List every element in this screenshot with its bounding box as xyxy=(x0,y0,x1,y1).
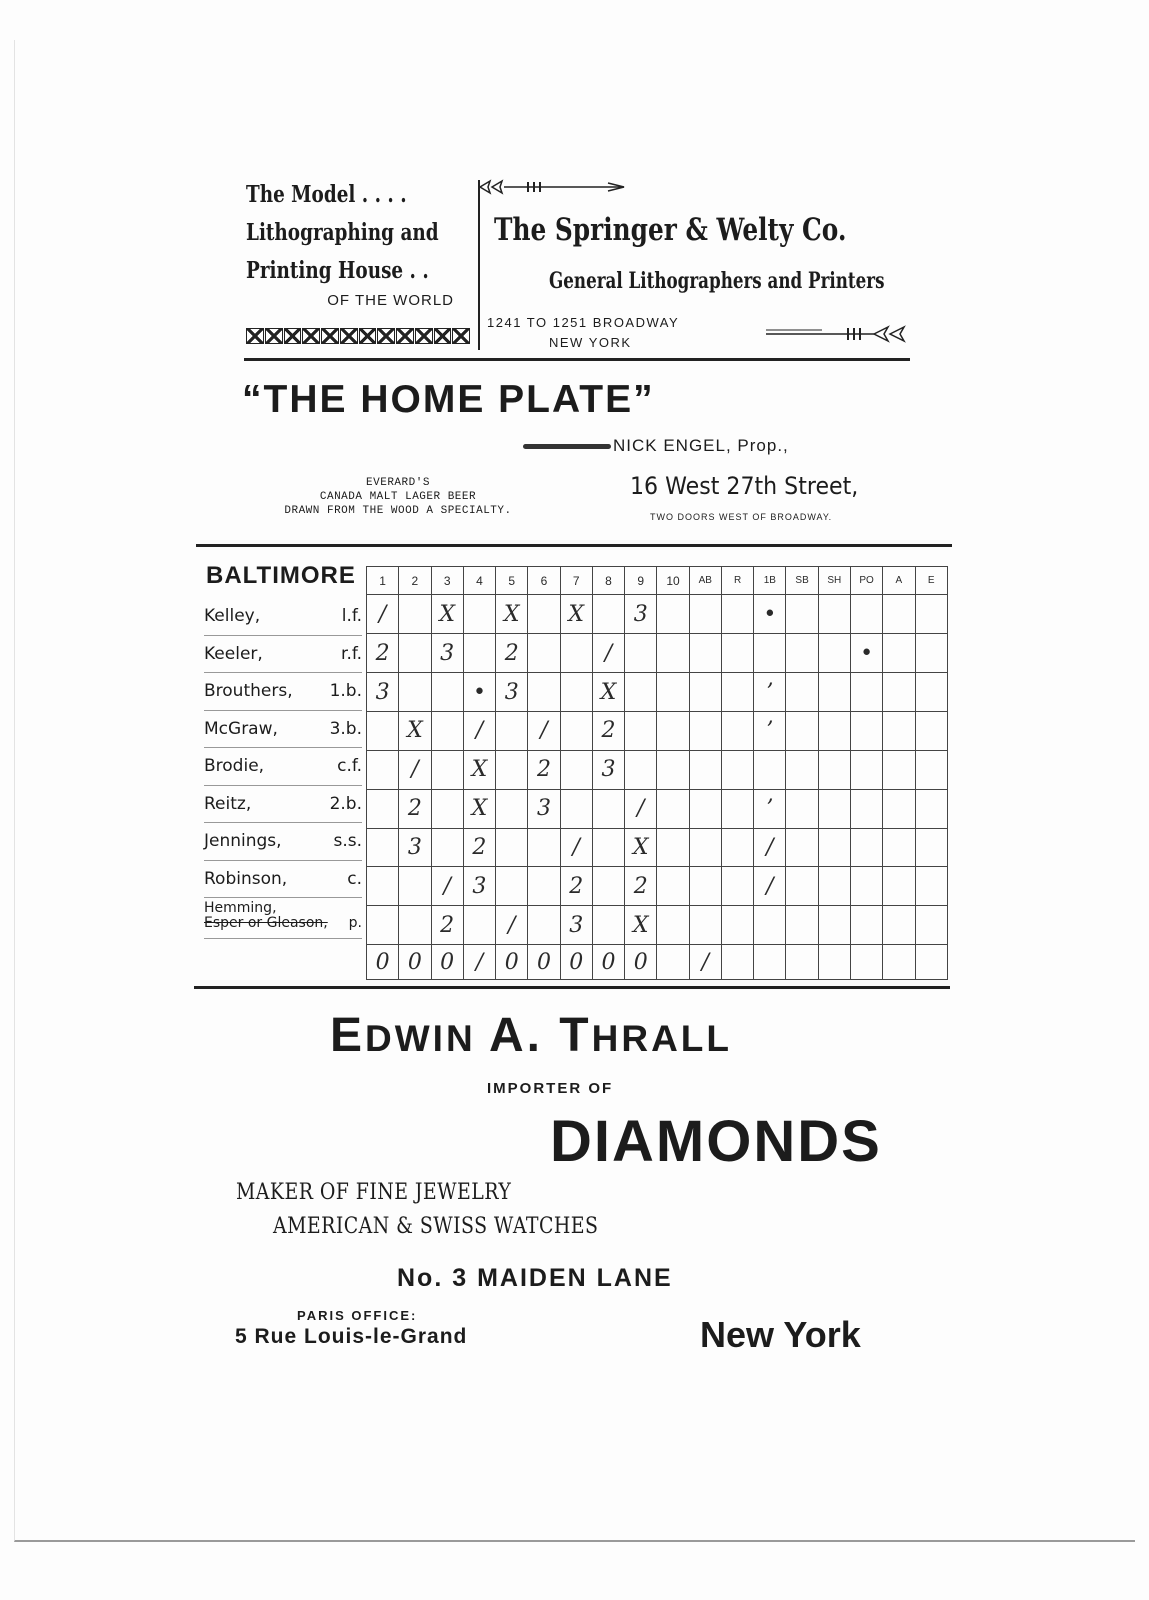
score-cell xyxy=(528,906,560,945)
score-cell: / xyxy=(463,711,495,750)
player-name: Brodie, xyxy=(204,756,265,777)
jeweler-name xyxy=(330,1008,732,1063)
slogan-line: The Model . . . . xyxy=(246,181,407,208)
score-cell xyxy=(883,634,915,673)
score-row xyxy=(367,867,948,906)
total-cell xyxy=(657,945,689,980)
total-cell xyxy=(818,945,850,980)
struck-names: Esper or Gleason, xyxy=(204,915,328,931)
address-line: NEW YORK xyxy=(549,335,632,350)
score-cell xyxy=(818,789,850,828)
score-cell: 2 xyxy=(592,711,624,750)
player-position: 2.b. xyxy=(329,793,362,814)
score-cell xyxy=(431,750,463,789)
score-cell xyxy=(560,789,592,828)
score-cell xyxy=(786,673,818,712)
home-plate-title: “THE HOME PLATE” xyxy=(242,378,655,421)
player-name: Robinson, xyxy=(204,868,288,889)
column-header: SB xyxy=(786,567,818,595)
section-rule xyxy=(196,544,952,547)
proprietor: NICK ENGEL, Prop., xyxy=(613,436,789,455)
column-header: E xyxy=(915,567,947,595)
score-cell: ’ xyxy=(754,711,786,750)
section-rule xyxy=(194,986,950,989)
score-cell xyxy=(850,711,882,750)
section-rule xyxy=(244,358,910,361)
score-cell: X xyxy=(625,906,657,945)
score-cell xyxy=(786,789,818,828)
score-cell xyxy=(786,867,818,906)
player-row xyxy=(204,598,362,636)
score-cell: X xyxy=(399,711,431,750)
score-cell xyxy=(496,789,528,828)
total-cell: 0 xyxy=(592,945,624,980)
score-cell xyxy=(915,828,947,867)
score-cell: • xyxy=(850,634,882,673)
player-row xyxy=(204,636,362,674)
score-cell: 3 xyxy=(463,867,495,906)
score-cell xyxy=(625,711,657,750)
beer-line: EVERARD'S xyxy=(366,477,430,489)
score-cell xyxy=(721,906,753,945)
column-header: 7 xyxy=(560,567,592,595)
score-cell: / xyxy=(754,867,786,906)
score-cell xyxy=(818,750,850,789)
score-cell xyxy=(399,906,431,945)
score-cell: X xyxy=(625,828,657,867)
score-cell xyxy=(528,828,560,867)
score-cell xyxy=(689,673,721,712)
score-cell xyxy=(915,867,947,906)
score-cell xyxy=(592,595,624,634)
score-cell xyxy=(431,789,463,828)
player-name: Brouthers, xyxy=(204,681,293,702)
score-cell xyxy=(754,750,786,789)
score-cell xyxy=(367,906,399,945)
score-row xyxy=(367,750,948,789)
score-cell xyxy=(592,906,624,945)
score-cell xyxy=(915,750,947,789)
street-note: TWO DOORS WEST OF BROADWAY. xyxy=(650,512,833,522)
score-cell xyxy=(560,634,592,673)
column-header: 1B xyxy=(754,567,786,595)
score-cell: / xyxy=(399,750,431,789)
score-grid xyxy=(366,566,948,980)
name-rest: HRALL xyxy=(591,1018,732,1059)
slogan-line: Lithographing and xyxy=(246,219,439,246)
score-cell: 3 xyxy=(592,750,624,789)
score-row xyxy=(367,711,948,750)
player-position: 1.b. xyxy=(329,681,362,702)
score-cell xyxy=(818,595,850,634)
score-cell xyxy=(431,711,463,750)
score-cell xyxy=(592,867,624,906)
column-header: 6 xyxy=(528,567,560,595)
company-name: The Springer & Welty Co. xyxy=(494,212,847,248)
score-cell xyxy=(689,750,721,789)
score-cell: • xyxy=(463,673,495,712)
score-cell xyxy=(786,634,818,673)
player-name: Hemming, xyxy=(204,900,277,916)
score-cell: 2 xyxy=(399,789,431,828)
column-header: R xyxy=(721,567,753,595)
score-cell xyxy=(721,867,753,906)
arrow-ornament-icon xyxy=(762,323,912,345)
score-cell xyxy=(689,828,721,867)
score-cell xyxy=(528,867,560,906)
score-cell xyxy=(496,867,528,906)
score-cell xyxy=(721,789,753,828)
slogan-line: Printing House . . xyxy=(246,257,429,284)
score-cell xyxy=(689,789,721,828)
score-cell xyxy=(721,673,753,712)
score-cell: 3 xyxy=(625,595,657,634)
total-cell: 0 xyxy=(367,945,399,980)
score-cell: / xyxy=(560,828,592,867)
score-cell xyxy=(657,828,689,867)
player-position: p. xyxy=(348,915,362,931)
score-cell xyxy=(850,906,882,945)
score-cell xyxy=(883,595,915,634)
score-cell xyxy=(399,867,431,906)
score-cell xyxy=(657,906,689,945)
score-cell: / xyxy=(496,906,528,945)
score-cell: 3 xyxy=(496,673,528,712)
score-cell: X xyxy=(560,595,592,634)
column-header: 10 xyxy=(657,567,689,595)
score-cell: 2 xyxy=(625,867,657,906)
score-cell xyxy=(496,711,528,750)
score-cell xyxy=(657,711,689,750)
score-cell xyxy=(850,867,882,906)
jewelry-line: MAKER OF FINE JEWELRY xyxy=(236,1180,512,1205)
importer-label: IMPORTER OF xyxy=(487,1080,614,1097)
score-cell: / xyxy=(592,634,624,673)
player-position: r.f. xyxy=(341,643,362,664)
score-cell xyxy=(915,595,947,634)
score-cell xyxy=(367,828,399,867)
column-header: A xyxy=(883,567,915,595)
score-cell xyxy=(915,634,947,673)
score-cell xyxy=(399,634,431,673)
score-cell xyxy=(528,673,560,712)
score-cell xyxy=(850,673,882,712)
score-cell xyxy=(528,595,560,634)
name-rest: . xyxy=(526,1009,560,1062)
score-cell: X xyxy=(431,595,463,634)
player-position: 3.b. xyxy=(329,718,362,739)
lithographer-slogan xyxy=(246,176,456,309)
score-cell xyxy=(560,750,592,789)
column-header: 2 xyxy=(399,567,431,595)
score-cell: X xyxy=(592,673,624,712)
score-cell xyxy=(754,634,786,673)
score-cell xyxy=(883,828,915,867)
score-cell xyxy=(657,867,689,906)
score-cell: / xyxy=(625,789,657,828)
score-cell xyxy=(625,750,657,789)
score-cell xyxy=(883,750,915,789)
score-cell xyxy=(883,673,915,712)
score-cell xyxy=(818,673,850,712)
score-cell: 2 xyxy=(560,867,592,906)
score-cell xyxy=(625,673,657,712)
decorative-border-band xyxy=(246,328,470,344)
score-cell xyxy=(496,828,528,867)
column-header: 5 xyxy=(496,567,528,595)
address-line: 1241 TO 1251 BROADWAY xyxy=(487,315,680,330)
company-address xyxy=(487,313,679,353)
score-cell: 2 xyxy=(431,906,463,945)
score-cell xyxy=(657,595,689,634)
score-cell xyxy=(818,867,850,906)
column-header: 3 xyxy=(431,567,463,595)
score-cell xyxy=(689,906,721,945)
score-row xyxy=(367,828,948,867)
total-cell: / xyxy=(463,945,495,980)
score-cell xyxy=(883,867,915,906)
player-position: c.f. xyxy=(337,756,362,777)
player-name: Reitz, xyxy=(204,793,252,814)
score-cell: ’ xyxy=(754,673,786,712)
score-row xyxy=(367,634,948,673)
company-tagline: General Lithographers and Printers xyxy=(549,268,885,294)
beer-line: DRAWN FROM THE WOOD A SPECIALTY. xyxy=(284,505,512,517)
score-cell xyxy=(721,750,753,789)
score-cell: / xyxy=(754,828,786,867)
total-cell: 0 xyxy=(560,945,592,980)
score-cell: ’ xyxy=(754,789,786,828)
score-row xyxy=(367,595,948,634)
score-cell: X xyxy=(496,595,528,634)
total-cell: 0 xyxy=(528,945,560,980)
store-address: No. 3 MAIDEN LANE xyxy=(397,1264,673,1292)
total-cell: 0 xyxy=(431,945,463,980)
score-cell xyxy=(721,711,753,750)
total-cell xyxy=(850,945,882,980)
score-cell xyxy=(463,595,495,634)
score-cell xyxy=(657,673,689,712)
total-cell xyxy=(883,945,915,980)
player-row xyxy=(204,748,362,786)
proprietor-line xyxy=(523,436,789,456)
player-position: s.s. xyxy=(333,831,362,852)
score-cell xyxy=(850,595,882,634)
score-cell xyxy=(754,906,786,945)
score-cell xyxy=(915,711,947,750)
score-cell xyxy=(883,906,915,945)
score-cell xyxy=(689,634,721,673)
score-cell xyxy=(786,595,818,634)
score-cell xyxy=(431,673,463,712)
score-cell xyxy=(367,711,399,750)
score-cell xyxy=(850,828,882,867)
score-cell xyxy=(463,634,495,673)
player-name: McGraw, xyxy=(204,718,278,739)
column-header: 4 xyxy=(463,567,495,595)
score-cell xyxy=(721,595,753,634)
player-name: Keeler, xyxy=(204,643,263,664)
score-cell: 2 xyxy=(367,634,399,673)
column-header: 1 xyxy=(367,567,399,595)
score-cell xyxy=(367,789,399,828)
score-cell: X xyxy=(463,750,495,789)
score-cell xyxy=(915,906,947,945)
paris-office-address: 5 Rue Louis-le-Grand xyxy=(235,1325,468,1348)
header-row xyxy=(367,567,948,595)
score-cell: X xyxy=(463,789,495,828)
column-header: 8 xyxy=(592,567,624,595)
score-cell xyxy=(560,673,592,712)
score-cell xyxy=(592,828,624,867)
score-cell: / xyxy=(528,711,560,750)
score-cell xyxy=(657,634,689,673)
score-cell xyxy=(818,828,850,867)
column-header: AB xyxy=(689,567,721,595)
score-cell: 3 xyxy=(528,789,560,828)
column-header: SH xyxy=(818,567,850,595)
total-cell xyxy=(721,945,753,980)
score-cell: 2 xyxy=(528,750,560,789)
score-cell xyxy=(786,906,818,945)
totals-row xyxy=(367,945,948,980)
total-cell: 0 xyxy=(625,945,657,980)
score-cell xyxy=(850,750,882,789)
slogan-sub: OF THE WORLD xyxy=(327,292,454,309)
vertical-divider xyxy=(478,180,480,350)
watches-line: AMERICAN & SWISS WATCHES xyxy=(273,1214,599,1239)
paris-office-label: PARIS OFFICE: xyxy=(297,1308,418,1323)
total-cell: 0 xyxy=(399,945,431,980)
score-cell xyxy=(721,634,753,673)
score-cell xyxy=(786,750,818,789)
score-cell xyxy=(625,634,657,673)
player-roster xyxy=(204,598,362,939)
city-name: New York xyxy=(700,1314,861,1355)
score-cell xyxy=(786,828,818,867)
total-cell xyxy=(786,945,818,980)
total-cell: / xyxy=(689,945,721,980)
score-cell: • xyxy=(754,595,786,634)
score-cell xyxy=(367,750,399,789)
player-position: c. xyxy=(347,868,362,889)
column-header: PO xyxy=(850,567,882,595)
score-cell xyxy=(528,634,560,673)
name-rest: DWIN xyxy=(365,1018,489,1059)
score-cell xyxy=(850,789,882,828)
beer-notice xyxy=(240,476,556,518)
score-cell xyxy=(786,711,818,750)
player-row xyxy=(204,823,362,861)
score-cell xyxy=(689,595,721,634)
score-cell xyxy=(818,711,850,750)
score-row xyxy=(367,789,948,828)
score-cell xyxy=(818,906,850,945)
score-cell: 3 xyxy=(560,906,592,945)
score-cell: 2 xyxy=(463,828,495,867)
player-row xyxy=(204,673,362,711)
score-cell xyxy=(367,867,399,906)
score-cell xyxy=(657,750,689,789)
score-cell xyxy=(657,789,689,828)
beer-line: CANADA MALT LAGER BEER xyxy=(319,491,477,503)
score-cell xyxy=(818,634,850,673)
player-row xyxy=(204,786,362,824)
score-cell xyxy=(883,711,915,750)
score-cell xyxy=(560,711,592,750)
score-cell: 2 xyxy=(496,634,528,673)
name-initial: A xyxy=(488,1009,527,1062)
score-cell: 3 xyxy=(431,634,463,673)
name-initial: T xyxy=(559,1009,592,1062)
player-name: Jennings, xyxy=(204,831,282,852)
player-row xyxy=(204,861,362,899)
score-row xyxy=(367,673,948,712)
product-title: DIAMONDS xyxy=(550,1109,882,1174)
street-address: 16 West 27th Street, xyxy=(630,472,859,500)
score-cell xyxy=(463,906,495,945)
score-cell xyxy=(496,750,528,789)
score-cell xyxy=(399,595,431,634)
score-cell xyxy=(592,789,624,828)
score-cell xyxy=(721,828,753,867)
player-row xyxy=(204,898,362,939)
score-cell: / xyxy=(431,867,463,906)
team-name: BALTIMORE xyxy=(206,562,356,589)
score-row xyxy=(367,906,948,945)
bat-icon xyxy=(523,444,611,449)
score-cell xyxy=(883,789,915,828)
score-cell: 3 xyxy=(367,673,399,712)
total-cell xyxy=(754,945,786,980)
score-cell xyxy=(915,789,947,828)
name-initial: E xyxy=(330,1009,366,1062)
player-position: l.f. xyxy=(341,606,362,627)
column-header: 9 xyxy=(625,567,657,595)
player-name: Kelley, xyxy=(204,606,261,627)
score-cell xyxy=(689,867,721,906)
player-row xyxy=(204,711,362,749)
arrow-ornament-icon xyxy=(478,178,628,196)
score-cell xyxy=(431,828,463,867)
score-cell: / xyxy=(367,595,399,634)
score-cell xyxy=(689,711,721,750)
score-cell xyxy=(915,673,947,712)
total-cell: 0 xyxy=(496,945,528,980)
total-cell xyxy=(915,945,947,980)
score-cell xyxy=(399,673,431,712)
score-cell: 3 xyxy=(399,828,431,867)
